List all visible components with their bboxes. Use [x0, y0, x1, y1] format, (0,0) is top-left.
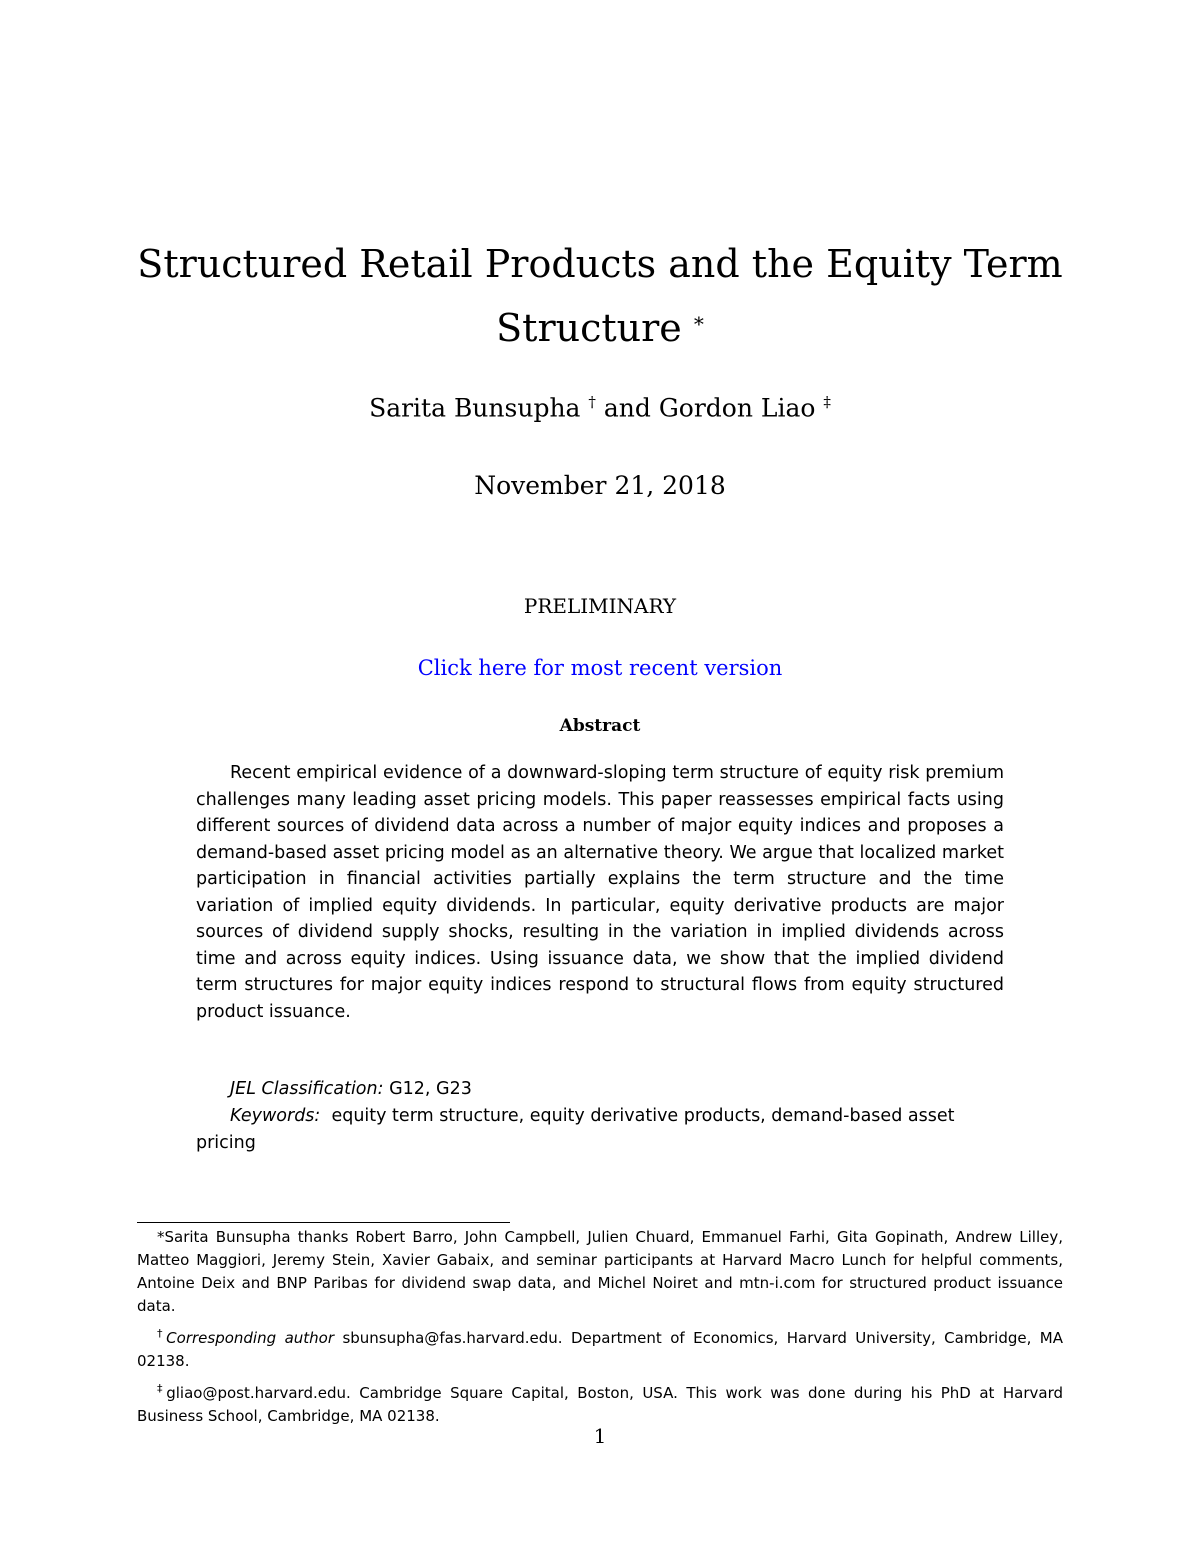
title-line-2-text: Structure	[496, 306, 682, 350]
page-number: 1	[593, 1424, 607, 1448]
keywords-value: equity term structure, equity derivative products, demand-based asset pricing	[196, 1106, 955, 1153]
classification-block	[196, 1076, 1004, 1157]
author-2-footnote-mark: ‡	[823, 393, 831, 411]
footnote-2-italic: Corresponding author	[166, 1329, 334, 1347]
title-footnote-mark: *	[693, 312, 704, 336]
jel-row	[196, 1076, 1004, 1103]
author-1-footnote-mark: †	[588, 393, 596, 411]
jel-label: JEL Classification:	[230, 1079, 384, 1099]
paper-date: November 21, 2018	[474, 471, 726, 500]
author-1: Sarita Bunsupha	[369, 393, 581, 423]
keywords-label: Keywords:	[230, 1106, 321, 1126]
recent-version-link[interactable]: Click here for most recent version	[417, 656, 783, 680]
footnote-rule	[137, 1222, 510, 1223]
keywords-row	[196, 1103, 1004, 1157]
footnote-2-text: sbunsupha@fas.harvard.edu. Department of Economics, Harvard University, Cambridge, MA 02138.	[137, 1329, 1063, 1370]
footnote-3-text: gliao@post.harvard.edu. Cambridge Square Capital, Boston, USA. This work was done during his PhD at Harvard Business School, Cambridge, MA 02138.	[137, 1384, 1063, 1425]
paper-title	[100, 232, 1100, 360]
footnote-2	[137, 1322, 1063, 1373]
author-2: Gordon Liao	[658, 393, 816, 423]
jel-value: G12, G23	[389, 1079, 472, 1099]
footnote-1-text: Sarita Bunsupha thanks Robert Barro, John Campbell, Julien Chuard, Emmanuel Farhi, Gita Gopinath, Andrew Lilley, Matteo Maggiori, Jeremy Stein, Xavier Gabaix, and seminar participants at Harvard Macro Lunch for helpful comments, Antoine Deix and BNP Paribas for dividend swap data, and Michel Noiret and mtn-i.com for structured product issuance data.	[137, 1228, 1063, 1315]
title-line-2	[100, 296, 1100, 360]
footnote-2-mark: †	[157, 1327, 167, 1340]
footnote-1-mark: *	[157, 1228, 165, 1246]
footnotes	[137, 1226, 1063, 1432]
abstract-body: Recent empirical evidence of a downward-sloping term structure of equity risk premium challenges many leading asset pricing models. This paper reassesses empirical facts using different sources of dividend data across a number of major equity indices and proposes a demand-based asset pricing model as an alternative theory. We argue that localized market participation in financial activities partially explains the term structure and the time variation of implied equity dividends. In particular, equity derivative products are major sources of dividend supply shocks, resulting in the variation in implied dividends across time and across equity indices. Using issuance data, we show that the implied dividend term structures for major equity indices respond to structural flows from equity structured product issuance.	[196, 763, 1004, 1022]
author-joiner: and	[603, 393, 651, 423]
author-line	[100, 384, 1100, 426]
footnote-1	[137, 1226, 1063, 1318]
abstract-heading: Abstract	[559, 716, 641, 736]
preliminary-label: PRELIMINARY	[523, 594, 677, 618]
title-line-1: Structured Retail Products and the Equity Term	[137, 242, 1063, 286]
footnote-3	[137, 1377, 1063, 1428]
footnote-3-mark: ‡	[157, 1382, 167, 1395]
